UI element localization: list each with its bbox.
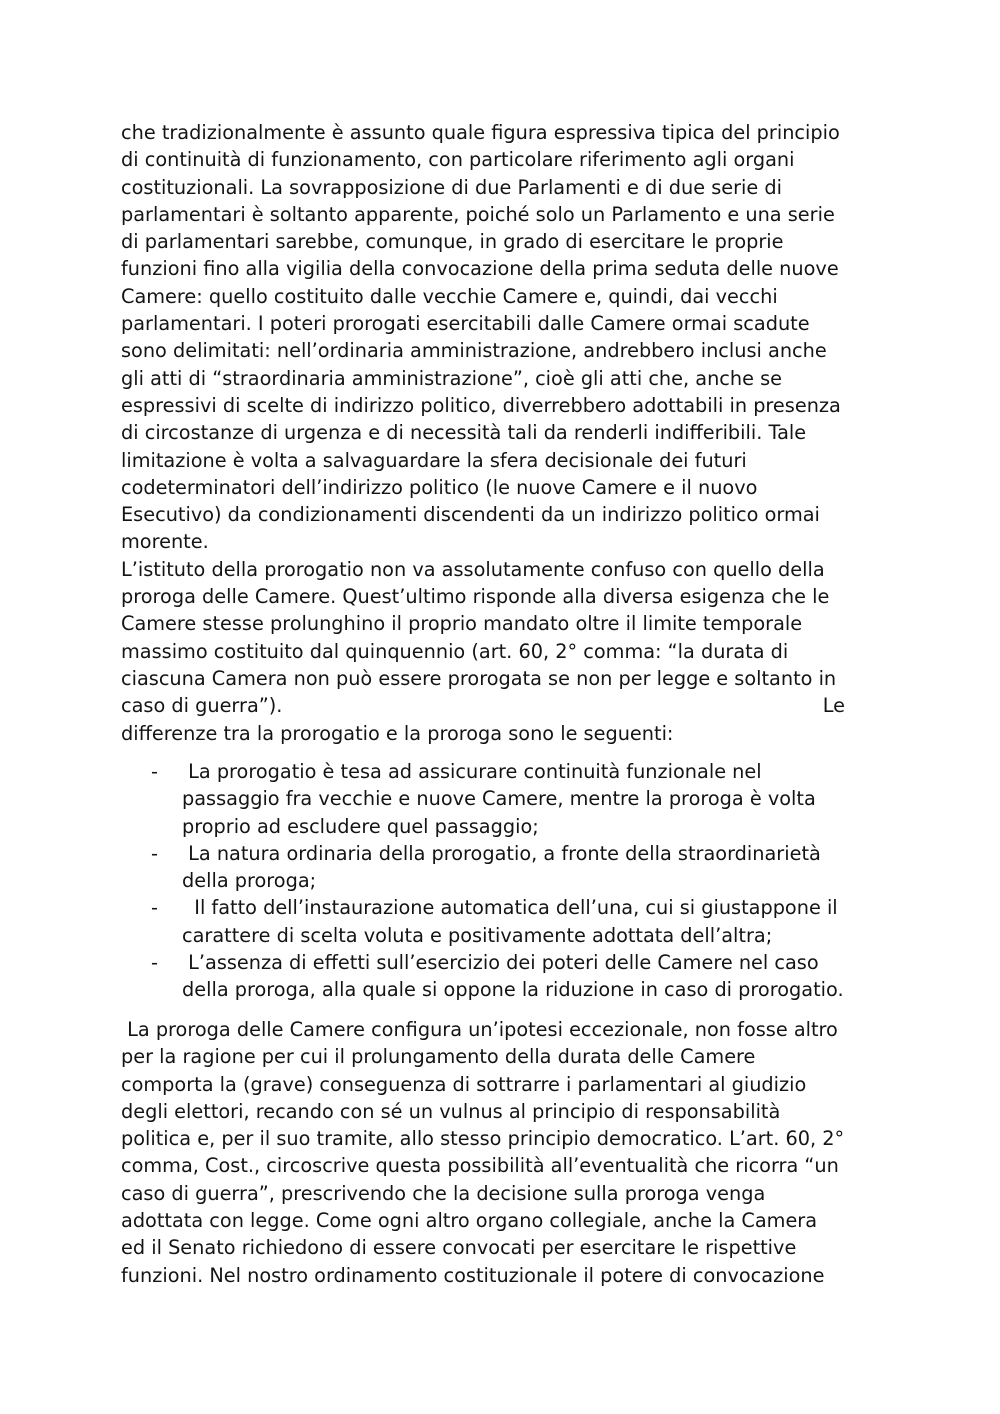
- text-line: caso di guerra”, prescrivendo che la decisione sulla proroga venga: [121, 1181, 766, 1205]
- list-item-line: La natura ordinaria della prorogatio, a fronte della straordinarietà: [182, 841, 821, 865]
- list-item-line: della proroga;: [182, 869, 317, 893]
- text-line: per la ragione per cui il prolungamento della durata delle Camere: [121, 1045, 756, 1069]
- differences-list: [121, 758, 901, 1004]
- text-line: costituzionali. La sovrapposizione di due Parlamenti e di due serie di: [121, 175, 782, 199]
- text-fragment: caso di guerra”).: [121, 694, 283, 718]
- text-line-justified: [121, 692, 881, 719]
- paragraph-proroga: [121, 1016, 881, 1289]
- text-line: parlamentari. I poteri prorogati esercitabili dalle Camere ormai scadute: [121, 312, 810, 336]
- text-line: proroga delle Camere. Quest’ultimo risponde alla diversa esigenza che le: [121, 585, 830, 609]
- text-line: limitazione è volta a salvaguardare la sfera decisionale dei futuri: [121, 448, 747, 472]
- list-item-line: La prorogatio è tesa ad assicurare continuità funzionale nel: [182, 760, 762, 783]
- bullet-dash: -: [151, 760, 158, 783]
- list-item-line: proprio ad escludere quel passaggio;: [182, 814, 539, 838]
- list-item-line: carattere di scelta voluta e positivamente adottata dell’altra;: [182, 923, 773, 947]
- bullet-dash: -: [151, 896, 158, 920]
- list-item-line: L’assenza di effetti sull’esercizio dei poteri delle Camere nel caso: [182, 951, 819, 975]
- text-line: funzioni fino alla vigilia della convocazione della prima seduta delle nuove: [121, 257, 839, 281]
- text-line: di continuità di funzionamento, con particolare riferimento agli organi: [121, 148, 795, 172]
- text-line: funzioni. Nel nostro ordinamento costituzionale il potere di convocazione: [121, 1263, 825, 1287]
- list-item-line: passaggio fra vecchie e nuove Camere, mentre la proroga è volta: [182, 787, 816, 811]
- text-line: Esecutivo) da condizionamenti discendenti da un indirizzo politico ormai: [121, 503, 820, 527]
- text-line: ciascuna Camera non può essere prorogata se non per legge e soltanto in: [121, 666, 837, 690]
- list-item-line: Il fatto dell’instaurazione automatica dell’una, cui si giustappone il: [182, 896, 838, 920]
- list-item: [121, 840, 901, 895]
- text-line: Camere stesse prolunghino il proprio mandato oltre il limite temporale: [121, 612, 803, 636]
- text-line: politica e, per il suo tramite, allo stesso principio democratico. L’art. 60, 2°: [121, 1127, 845, 1151]
- text-line: degli elettori, recando con sé un vulnus al principio di responsabilità: [121, 1099, 781, 1123]
- text-line: L’istituto della prorogatio non va assolutamente confuso con quello della: [121, 557, 825, 581]
- text-line: parlamentari è soltanto apparente, poiché solo un Parlamento e una serie: [121, 202, 835, 226]
- text-line: adottata con legge. Come ogni altro organo collegiale, anche la Camera: [121, 1209, 818, 1233]
- text-line: che tradizionalmente è assunto quale figura espressiva tipica del principio: [121, 121, 840, 144]
- text-fragment: Le: [822, 694, 845, 718]
- text-line: morente.: [121, 530, 209, 554]
- text-line: di circostanze di urgenza e di necessità tali da renderli indifferibili. Tale: [121, 421, 807, 445]
- text-line: differenze tra la prorogatio e la proroga sono le seguenti:: [121, 721, 674, 745]
- list-item-line: della proroga, alla quale si oppone la riduzione in caso di prorogatio.: [182, 978, 844, 1002]
- bullet-dash: -: [151, 951, 158, 975]
- text-line: sono delimitati: nell’ordinaria amministrazione, andrebbero inclusi anche: [121, 339, 827, 363]
- text-line: di parlamentari sarebbe, comunque, in grado di esercitare le proprie: [121, 230, 784, 254]
- text-line: Camere: quello costituito dalle vecchie Camere e, quindi, dai vecchi: [121, 284, 778, 308]
- paragraph-prorogatio: [121, 119, 881, 747]
- text-line: espressivi di scelte di indirizzo politico, diverrebbero adottabili in presenza: [121, 393, 841, 417]
- text-line: comma, Cost., circoscrive questa possibilità all’eventualità che ricorra “un: [121, 1154, 839, 1178]
- list-item: [121, 894, 901, 949]
- text-line: La proroga delle Camere configura un’ipotesi eccezionale, non fosse altro: [121, 1018, 838, 1041]
- list-item: [121, 949, 901, 1004]
- list-item: [121, 758, 901, 840]
- text-line: comporta la (grave) conseguenza di sottrarre i parlamentari al giudizio: [121, 1072, 807, 1096]
- text-line: gli atti di “straordinaria amministrazione”, cioè gli atti che, anche se: [121, 366, 783, 390]
- bullet-dash: -: [151, 841, 158, 865]
- text-line: massimo costituito dal quinquennio (art. 60, 2° comma: “la durata di: [121, 639, 789, 663]
- text-line: ed il Senato richiedono di essere convocati per esercitare le rispettive: [121, 1236, 797, 1260]
- text-line: codeterminatori dell’indirizzo politico (le nuove Camere e il nuovo: [121, 475, 758, 499]
